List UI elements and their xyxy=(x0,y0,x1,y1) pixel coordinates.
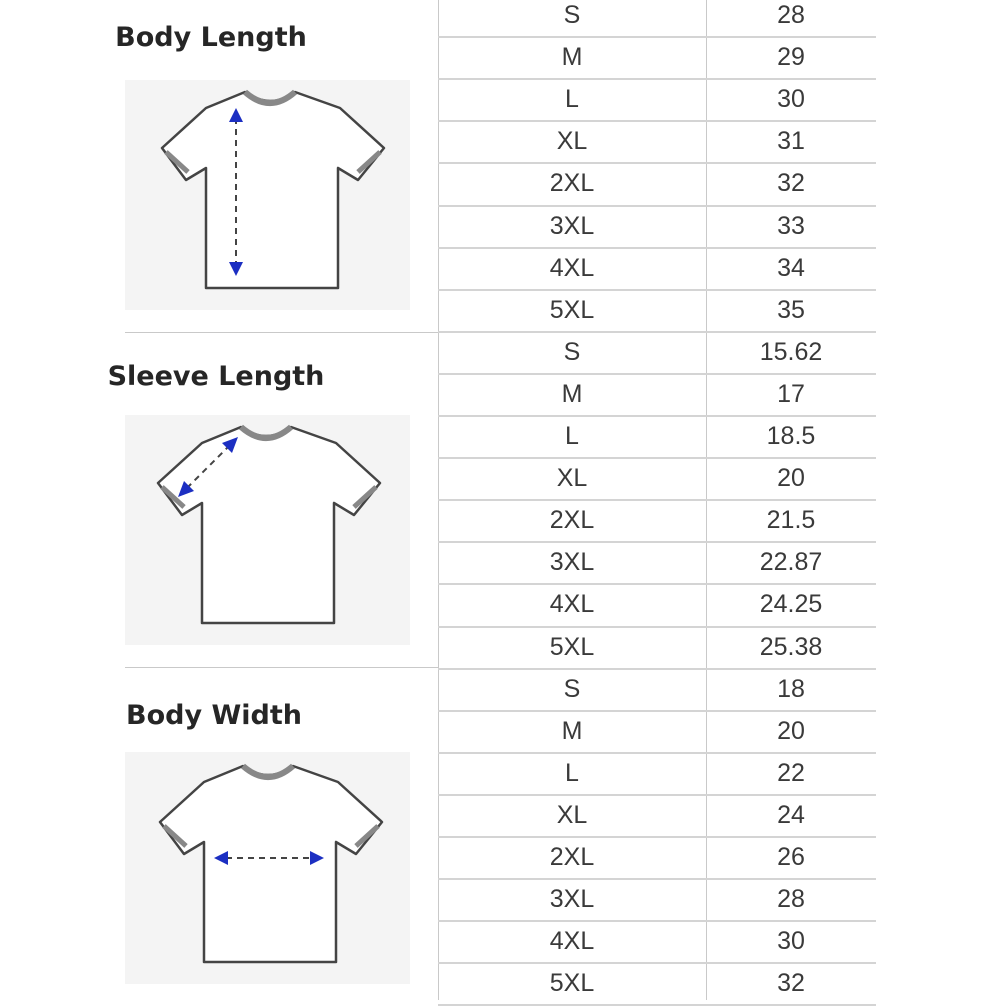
measurement-cell: 18 xyxy=(777,674,805,703)
measurement-cell: 24.25 xyxy=(759,590,823,619)
size-cell: XL xyxy=(556,800,588,829)
tshirt-body-width-icon xyxy=(158,762,388,972)
size-cell: 5XL xyxy=(549,295,595,324)
size-cell: 3XL xyxy=(549,885,595,914)
measurement-guide xyxy=(0,0,438,1000)
measurement-cell: 21.5 xyxy=(766,506,816,535)
size-cell: 2XL xyxy=(549,843,595,871)
size-cell: M xyxy=(561,716,583,745)
size-cell: S xyxy=(563,1,581,29)
measurement-cell: 32 xyxy=(777,969,805,998)
size-cell: 5XL xyxy=(549,632,595,661)
measurement-cell: 28 xyxy=(777,1,805,29)
size-cell: M xyxy=(561,379,583,408)
tshirt-body-length-icon xyxy=(160,88,390,298)
size-cell: 4XL xyxy=(549,253,595,282)
size-cell: XL xyxy=(556,127,588,156)
size-cell: L xyxy=(565,758,579,787)
measurement-cell: 20 xyxy=(777,716,805,745)
section-sleeve-length xyxy=(0,333,438,667)
measurement-cell: 26 xyxy=(777,843,805,871)
size-cell: S xyxy=(563,337,581,366)
measurement-cell: 29 xyxy=(777,43,805,72)
size-cell: 3XL xyxy=(549,211,595,240)
measurement-cell: 17 xyxy=(777,379,805,408)
measurement-cell: 30 xyxy=(777,927,805,956)
measurement-cell: 15.62 xyxy=(759,337,823,366)
size-cell: S xyxy=(563,674,581,703)
section-title: Sleeve Length xyxy=(107,361,325,392)
measurement-cell: 34 xyxy=(777,253,805,282)
size-cell: 4XL xyxy=(549,927,595,956)
section-title: Body Width xyxy=(126,700,302,731)
measurement-cell: 18.5 xyxy=(766,422,816,450)
measurement-cell: 33 xyxy=(777,211,805,240)
tshirt-sleeve-length-icon xyxy=(156,423,386,633)
measurement-cell: 20 xyxy=(777,464,805,493)
section-body-length xyxy=(0,0,438,332)
size-cell: XL xyxy=(556,464,588,493)
size-cell: L xyxy=(565,422,579,450)
measurement-cell: 30 xyxy=(777,85,805,114)
measurement-cell: 35 xyxy=(777,295,805,324)
measurement-cell: 22 xyxy=(777,758,805,787)
measurement-cell: 22.87 xyxy=(759,548,823,577)
measurement-cell: 31 xyxy=(777,127,805,156)
measurement-cell: 25.38 xyxy=(759,632,823,661)
section-body-width xyxy=(0,668,438,1000)
size-cell: 2XL xyxy=(549,169,595,198)
section-title: Body Length xyxy=(115,22,307,53)
measurement-cell: 28 xyxy=(777,885,805,914)
size-cell: 3XL xyxy=(549,548,595,577)
size-cell: 5XL xyxy=(549,969,595,998)
size-cell: 2XL xyxy=(549,506,595,535)
measurement-cell: 32 xyxy=(777,169,805,198)
size-cell: 4XL xyxy=(549,590,595,619)
measurement-cell: 24 xyxy=(777,800,805,829)
size-cell: M xyxy=(561,43,583,72)
size-cell: L xyxy=(565,85,579,114)
